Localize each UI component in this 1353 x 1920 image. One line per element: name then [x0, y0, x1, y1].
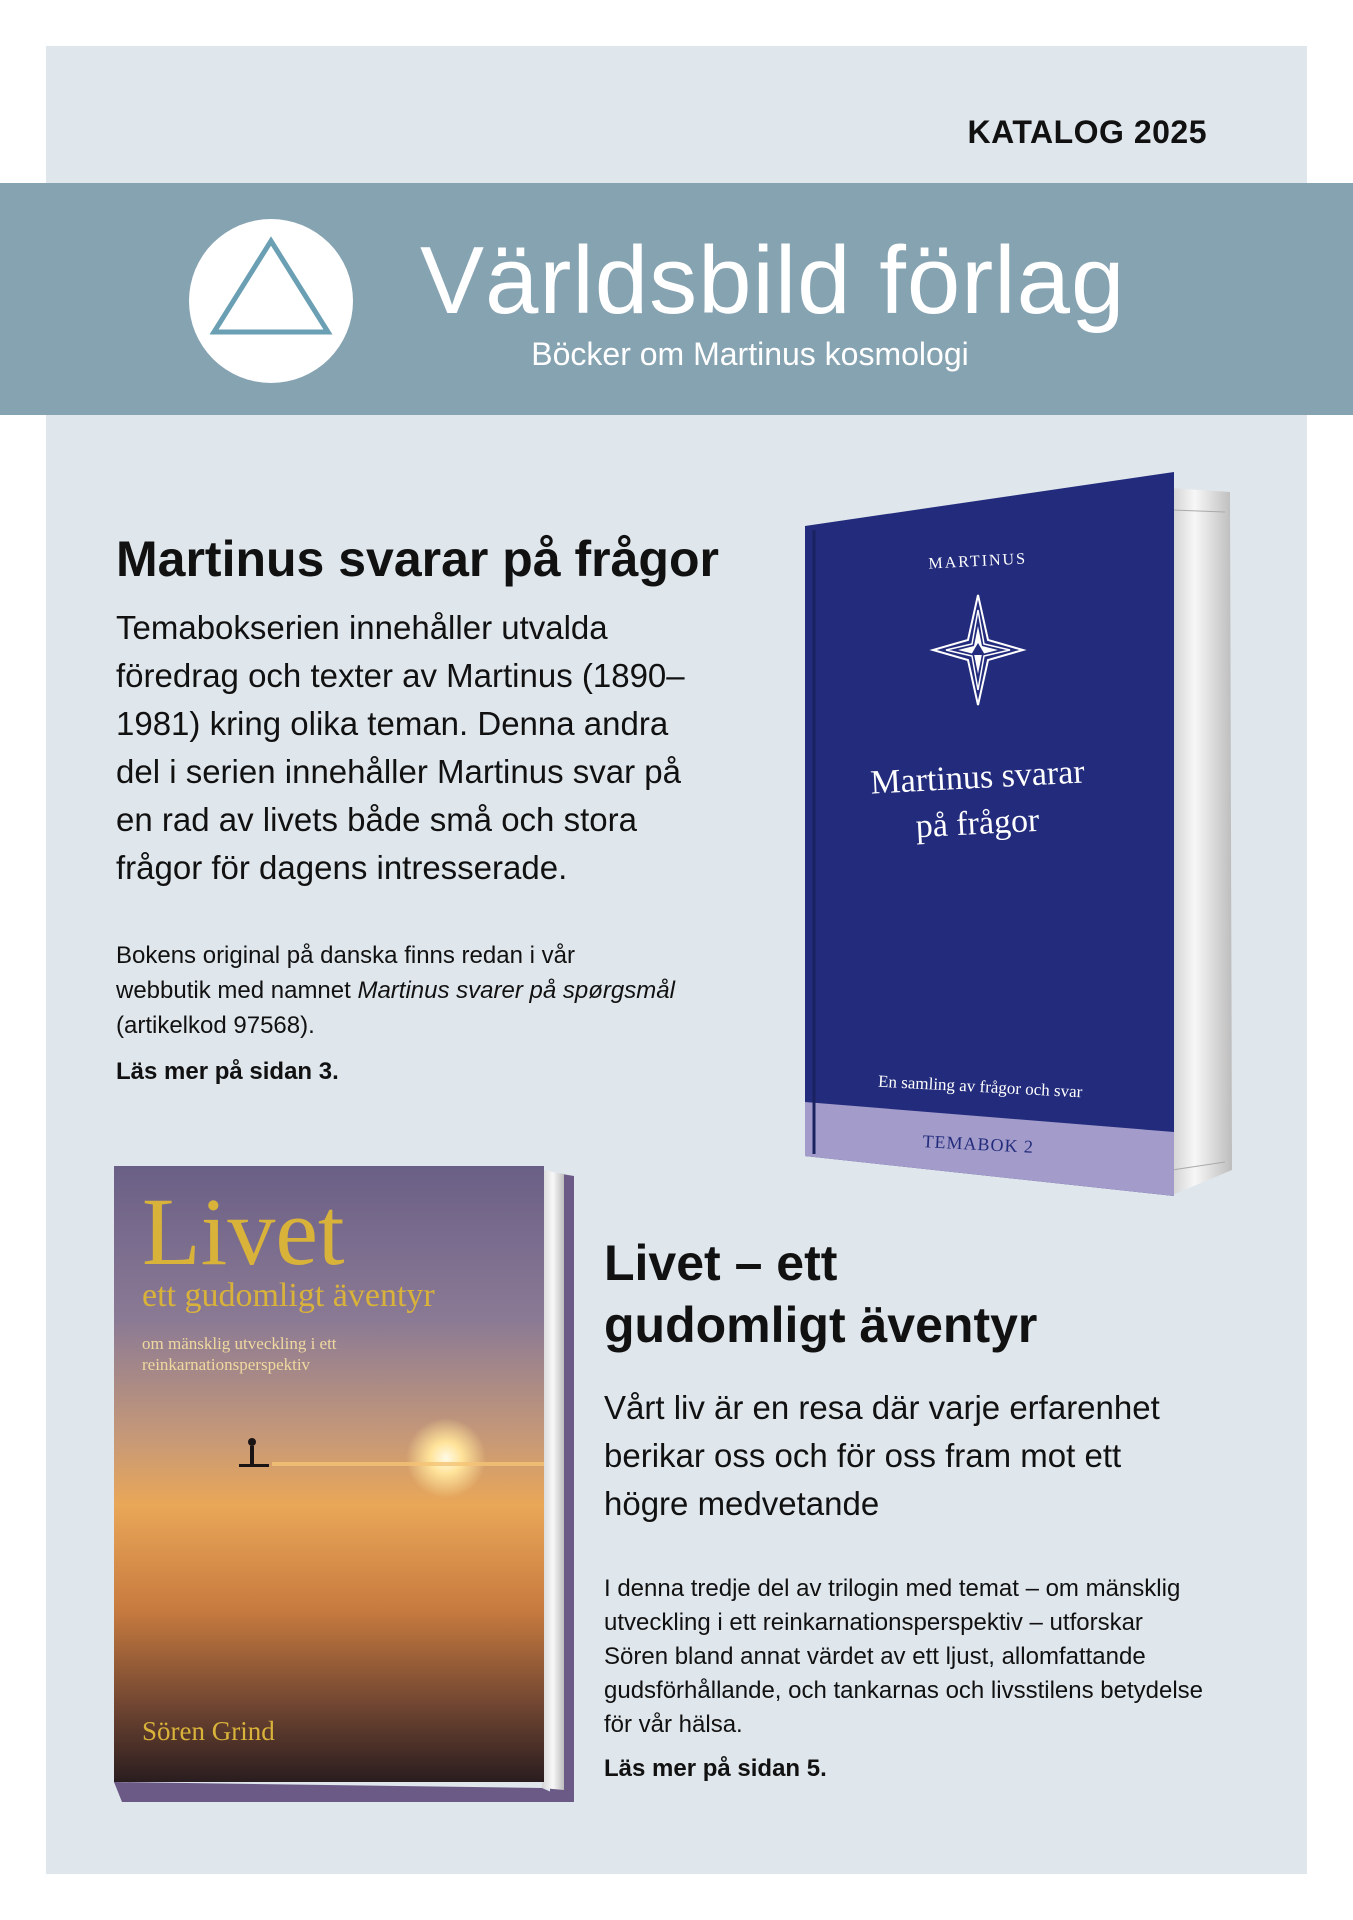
book1-cover-author: MARTINUS [928, 550, 1028, 573]
publisher-tagline: Böcker om Martinus kosmologi [531, 336, 969, 372]
book1-cover-subtitle: En samling av frågor och svar [877, 1071, 1083, 1102]
catalog-year-label: KATALOG 2025 [967, 114, 1207, 150]
book1-cover-image [800, 470, 1240, 1200]
book1-cover-series: TEMABOK 2 [922, 1131, 1035, 1157]
book1-cover-title-line1: Martinus svarar [869, 753, 1086, 802]
book2-cover-author: Sören Grind [142, 1716, 275, 1746]
publisher-name: Världsbild förlag [420, 227, 1126, 334]
book2-title: Livet – ett gudomligt äventyr [604, 1235, 1038, 1353]
sun-icon [406, 1418, 486, 1498]
book1-cover-title-line2: på frågor [914, 801, 1041, 846]
book2-cover-image [112, 1162, 582, 1812]
book2-cover-tagline-2: reinkarnationsperspektiv [142, 1355, 311, 1374]
book1-note: Bokens original på danska finns redan i vår webbutik med namnet Martinus svarer på spørgsmål (artikelkod 97568). [116, 942, 675, 1039]
book1-read-more[interactable]: Läs mer på sidan 3. [116, 1058, 339, 1085]
book2-read-more[interactable]: Läs mer på sidan 5. [604, 1755, 827, 1782]
book1-pages [1170, 488, 1232, 1196]
book2-body: I denna tredje del av trilogin med temat – om mänsklig utveckling i ett reinkarnationsperspektiv – utforskar Sören bland annat värdet av ett ljust, allomfattande gudsförhållande, och tankarnas och livsstilens betydelse för vår hälsa. [604, 1575, 1204, 1738]
triangle-logo-icon [189, 219, 353, 383]
book2-cover-title: Livet [142, 1178, 345, 1285]
book2-lead: Vårt liv är en resa där varje erfarenhet berikar oss och för oss fram mot ett högre medvetande [604, 1389, 1160, 1522]
publisher-logo [189, 219, 353, 383]
book1-lead: Temabokserien innehåller utvalda föredrag och texter av Martinus (1890–1981) kring olika teman. Denna andra del i serien innehåller Martinus svar på en rad av livets både små och stora frågor för dagens intresserade. [116, 609, 685, 886]
book1-title: Martinus svarar på frågor [116, 531, 719, 587]
book2-cover-tagline-1: om mänsklig utveckling i ett [142, 1334, 337, 1353]
book2-cover-subtitle: ett gudomligt äventyr [142, 1277, 435, 1314]
